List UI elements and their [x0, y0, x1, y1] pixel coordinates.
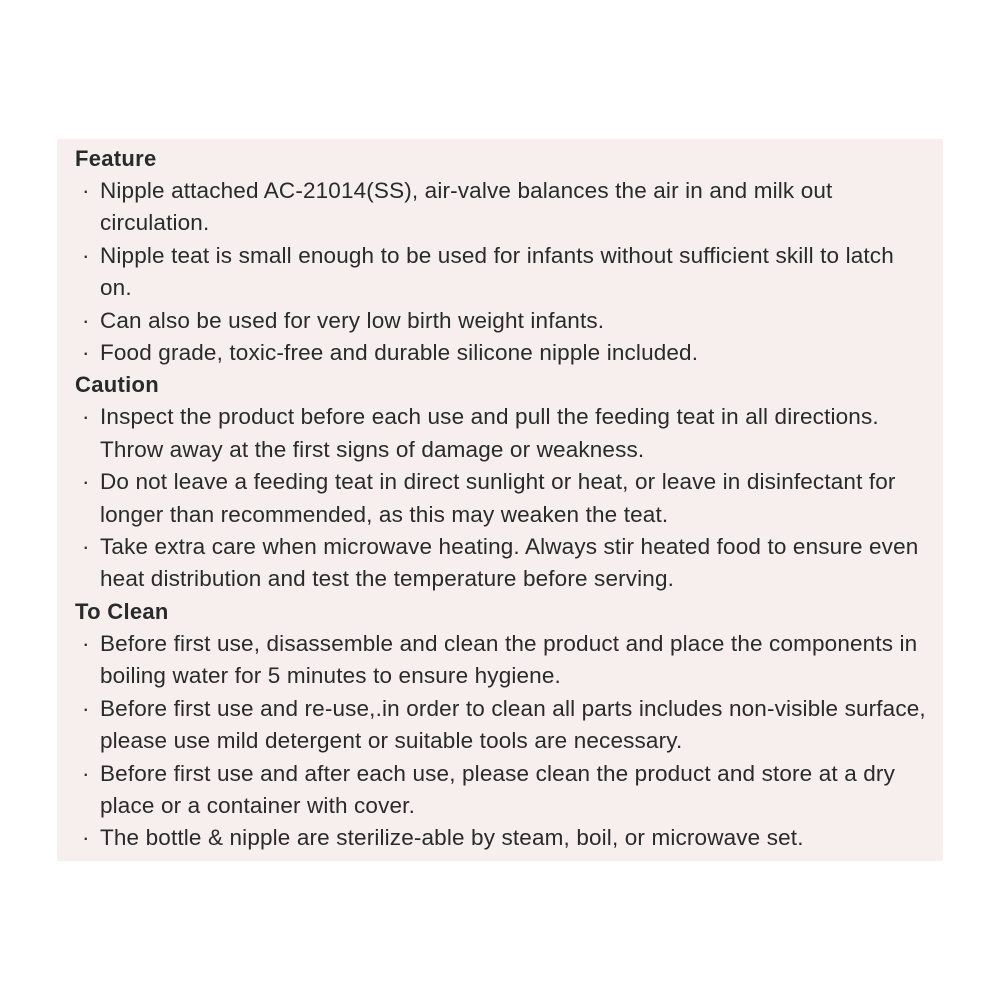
list-item: [75, 758, 943, 823]
bullet-icon: ·: [82, 695, 90, 721]
to-clean-list: [75, 628, 943, 855]
caution-heading: Caution: [75, 372, 159, 398]
bullet-icon: ·: [82, 242, 90, 268]
list-item: [75, 401, 943, 466]
to-clean-section: [75, 596, 943, 855]
feature-section: [75, 143, 943, 369]
item-text: Inspect the product before each use and pull the feeding teat in all directions. Throw away at the first signs of damage or weakness.: [100, 404, 879, 462]
bullet-icon: ·: [82, 307, 90, 333]
list-item: [75, 628, 943, 693]
list-item: [75, 466, 943, 531]
list-item: [75, 240, 943, 305]
bullet-icon: ·: [82, 178, 90, 203]
item-text: Before first use and re-use,.in order to clean all parts includes non-visible surface, please use mild detergent or suitable tools are necessary.: [100, 695, 926, 754]
item-text: Food grade, toxic-free and durable silicone nipple included.: [100, 340, 699, 366]
caution-list: [75, 401, 943, 595]
feature-list: [75, 175, 943, 369]
caution-section: [75, 369, 943, 595]
feature-heading: Feature: [75, 146, 157, 171]
to-clean-heading: To Clean: [75, 598, 169, 624]
bullet-icon: ·: [82, 534, 90, 560]
list-item: [75, 531, 943, 596]
bullet-icon: ·: [82, 404, 90, 430]
bullet-icon: ·: [82, 630, 90, 656]
item-text: Take extra care when microwave heating. Always stir heated food to ensure even heat distribution and test the temperature before serving.: [100, 534, 919, 592]
item-text: The bottle & nipple are sterilize-able by steam, boil, or microwave set.: [100, 825, 804, 851]
bullet-icon: ·: [82, 760, 90, 786]
item-text: Nipple teat is small enough to be used for infants without sufficient skill to latch on.: [100, 242, 894, 301]
list-item: [75, 822, 943, 854]
item-text: Nipple attached AC-21014(SS), air-valve balances the air in and milk out circulation.: [100, 178, 833, 236]
list-item: [75, 693, 943, 758]
bullet-icon: ·: [82, 469, 90, 495]
item-text: Do not leave a feeding teat in direct sunlight or heat, or leave in disinfectant for longer than recommended, as this may weaken the teat.: [100, 469, 896, 527]
bullet-icon: ·: [82, 340, 90, 366]
item-text: Can also be used for very low birth weight infants.: [100, 307, 605, 333]
list-item: [75, 305, 943, 337]
list-item: [75, 175, 943, 240]
product-info-panel: [57, 139, 943, 861]
item-text: Before first use and after each use, please clean the product and store at a dry place or a container with cover.: [100, 760, 895, 818]
item-text: Before first use, disassemble and clean the product and place the components in boiling water for 5 minutes to ensure hygiene.: [100, 630, 918, 689]
bullet-icon: ·: [82, 825, 90, 851]
list-item: [75, 337, 943, 369]
